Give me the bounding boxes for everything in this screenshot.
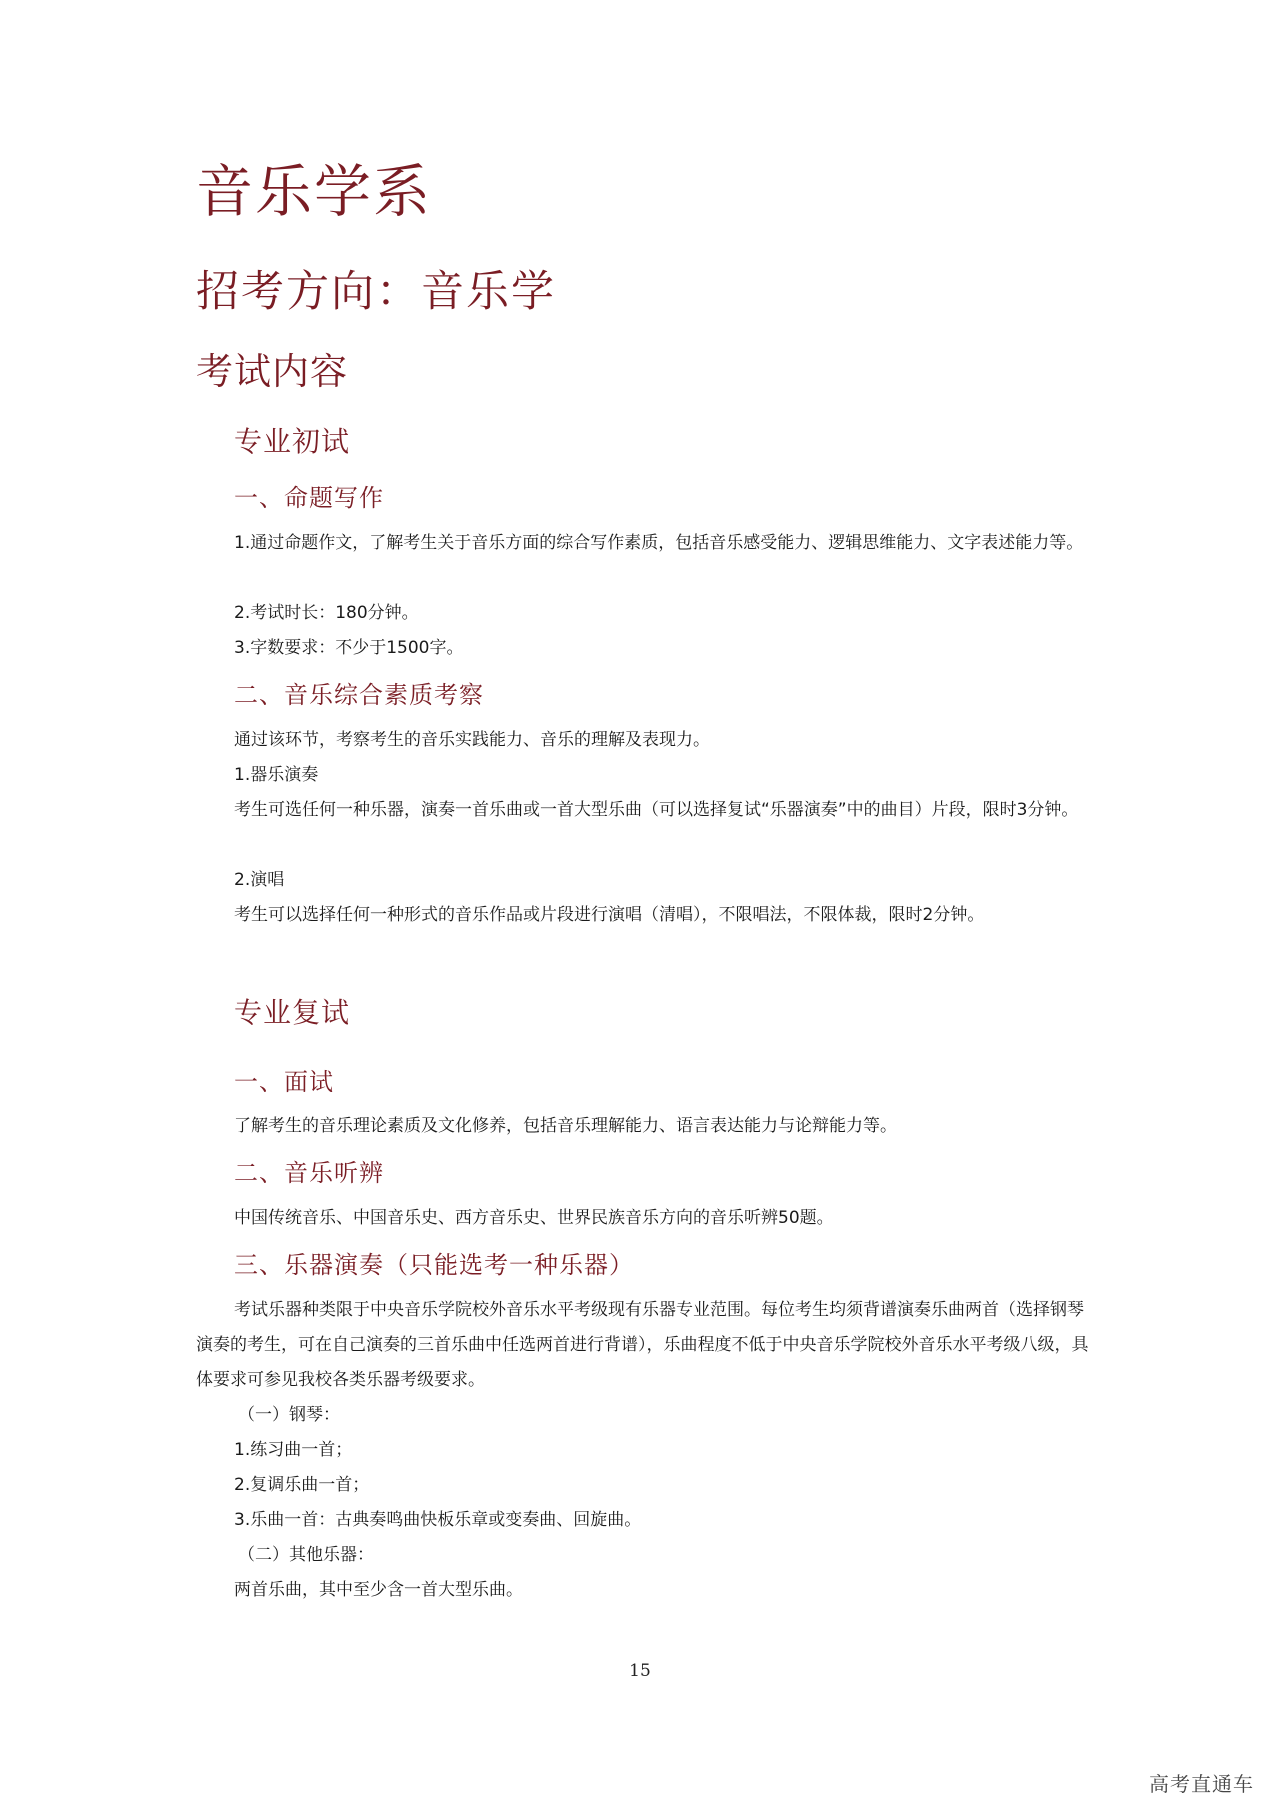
retest-section3-text: 考试乐器种类限于中央音乐学院校外音乐水平考级现有乐器专业范围。每位考生均须背谱演奏乐曲两首（选择钢琴演奏的考生，可在自己演奏的三首乐曲中任选两首进行背谱），乐曲程度不低于中央音乐学院校外音乐水平考级八级，具体要求可参见我校各类乐器考级要求。	[196, 1300, 1089, 1390]
prelim-section1-item3: 3.字数要求：不少于1500字。	[234, 638, 464, 658]
prelim-section2-item1-title: 1.器乐演奏	[234, 765, 319, 785]
watermark: 高考直通车	[1149, 1772, 1254, 1796]
other-instruments-text: 两首乐曲，其中至少含一首大型乐曲。	[234, 1580, 523, 1600]
prelim-section2-item2-title: 2.演唱	[234, 870, 285, 890]
prelim-section2-intro: 通过该环节，考察考生的音乐实践能力、音乐的理解及表现力。	[234, 730, 710, 750]
dept-title: 音乐学系	[196, 159, 432, 225]
retest-section1-title: 一、面试	[234, 1068, 334, 1096]
prelim-section1-title: 一、命题写作	[234, 484, 384, 512]
piano-item3: 3.乐曲一首：古典奏鸣曲快板乐章或变奏曲、回旋曲。	[234, 1510, 642, 1530]
prelim-section2-item2-text: 考生可以选择任何一种形式的音乐作品或片段进行演唱（清唱），不限唱法，不限体裁，限时2分钟。	[234, 905, 985, 925]
retest-section1-text: 了解考生的音乐理论素质及文化修养，包括音乐理解能力、语言表达能力与论辩能力等。	[234, 1116, 897, 1136]
prelim-section1-item1: 1.通过命题作文，了解考生关于音乐方面的综合写作素质，包括音乐感受能力、逻辑思维能力、文字表述能力等。	[234, 533, 1084, 553]
retest-title: 专业复试	[234, 996, 351, 1029]
page-number: 15	[629, 1661, 651, 1681]
prelim-section2-title: 二、音乐综合素质考察	[234, 681, 484, 709]
direction-title: 招考方向：音乐学	[196, 267, 556, 317]
retest-section2-text: 中国传统音乐、中国音乐史、西方音乐史、世界民族音乐方向的音乐听辨50题。	[234, 1208, 834, 1228]
prelim-section1-item2: 2.考试时长：180分钟。	[234, 603, 419, 623]
piano-item1: 1.练习曲一首；	[234, 1440, 353, 1460]
piano-item2: 2.复调乐曲一首；	[234, 1475, 370, 1495]
prelim-title: 专业初试	[234, 425, 351, 458]
prelim-section2-item1-text: 考生可选任何一种乐器，演奏一首乐曲或一首大型乐曲（可以选择复试“乐器演奏”中的曲目）片段，限时3分钟。	[234, 800, 1079, 820]
piano-title: （一）钢琴：	[238, 1405, 340, 1425]
retest-section3-title: 三、乐器演奏（只能选考一种乐器）	[234, 1251, 634, 1279]
retest-section2-title: 二、音乐听辨	[234, 1159, 384, 1187]
other-instruments-title: （二）其他乐器：	[238, 1545, 374, 1565]
exam-content-title: 考试内容	[196, 350, 348, 393]
